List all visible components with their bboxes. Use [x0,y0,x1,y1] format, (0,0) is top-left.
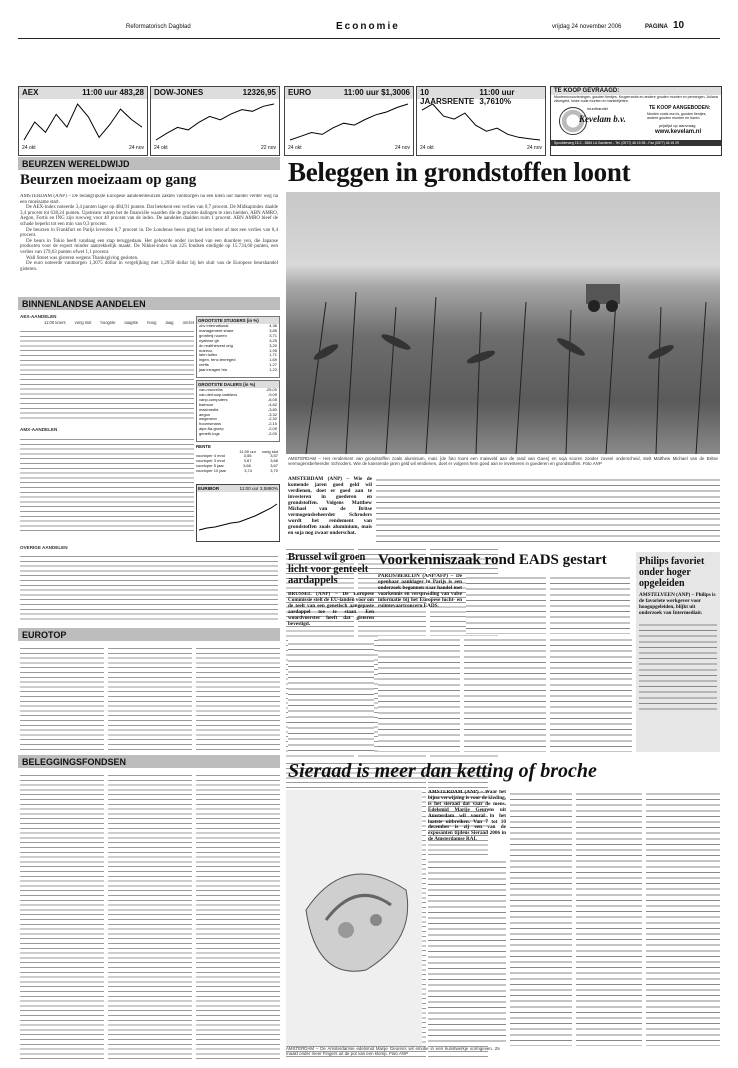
row-label: maximedia [199,406,219,412]
page-label: PAGINA [645,24,668,30]
x-start: 24 okt [420,145,434,151]
ad-address: Spoolderweg 15-2 - 3886 LA Garderen - Tel. (0577) 46 15 55 - Fax (0577) 46 15 29 [551,140,721,146]
beurzen-p3: De beurzen in Frankfurt en Parijs leverden 0,7 procent in. De Londense beurs ging het iets beter af met een verlies van 0,4 procent. [20,227,278,239]
row-label: management share [199,327,234,333]
euribor-plot [197,492,279,536]
sieraad-body-2 [510,790,572,1046]
rente-box [196,444,278,480]
sieraad-caption [286,1046,500,1062]
row-label: nutreco [199,347,213,353]
page-date: vrijdag 24 november 2006 [552,24,622,30]
stijgers-box [196,316,280,378]
row-value: -9,09 [267,391,277,397]
row-value: 3,74 [244,467,253,473]
eurotop-table [20,645,280,750]
chart-value: 11:00 uur 3,7610% [479,88,515,106]
chart-title: AEX [22,88,39,97]
overige-table-body [20,553,278,623]
sieraad-body-3 [576,790,642,1046]
rente-title: RENTE [196,444,211,449]
philips-body [639,621,717,711]
grondstoffen-lead: AMSTERDAM (ANP) – Wie de komende jaren goed geld wil verdienen, doet er goed aan te investeren in goederen en grondstoffen. Volgens Matthew Michael van de Britse vermogensbeheerder Schroders wordt het rendement van grondstoffen zoals aluminium, mais en soja nog zwaar onderschat. [288,476,372,536]
beurzen-p2: De AEX-index noteerde 3,4 punten lager op 484,91 punten. Dat betekent een verlies van 0,7 procent. De Midkapindex daalde 3,4 procent tot 638,24 punten. Upstream waren het de financiële waarden die de grootste dalingen te zien hielden, ABN AMRO, Aegon, Fortis en ING zijn ruwweg voor 40 procent van de index. De aandelen daalden ruim 1 procent. ABN AMRO bleef de schade beperkt tot een min van 0,3 procent. [20,205,278,227]
chart-dow [150,86,280,156]
sieraad-caption-text: AMSTERDAM – De Amsterdamse edelsmid Marije Geurens wil emotie in een kunstwerkje vormgeven. Ze maakt onder meer Fingers uit de pot van een klomp. [286,1046,500,1056]
euribor-value: 11:00 uur 3,5880% [239,486,278,491]
eads-headline: Voorkenniszaak rond EADS gestart [378,552,607,568]
caption-text: AMSTERDAM – Het rendement van grondstoffen zoals aluminium, mais (de foto toont een maisveld aan de rand van Goes) en soja scoren zonder zoveel onderscheid, stelt Matthew Michael van de Britse vermogensbeheerder Schroders. Wie de kansrende jaren geld wil verdienen, doet er volgens hem goed aan te investeren in goederen en grondstoffen. [288,456,718,466]
brussel-lead: BRUSSEL (ANP) – De Europese Commissie stelt de EU-landen voor om de teelt van een genetisch aangepaste aardappel toe te staan. Een woordvoerster heeft dat gisteren bevestigd. [288,592,374,627]
stijgers-title: GROOTSTE STIJGERS (in %) [197,317,279,324]
series-line [422,104,540,140]
x-start: 24 okt [154,145,168,151]
row-value: 3,66 [243,462,251,468]
row-value: -3,80 [267,406,277,412]
row-value: 1,95 [269,347,277,353]
row-value: 3,67 [243,457,252,463]
row-label: reefls [199,362,209,368]
row-value: 1,69 [269,357,277,363]
maisveld-photo [286,192,720,454]
series-line [156,104,274,140]
aex-table-body [20,328,194,420]
chart-value: 11:00 uur $1,3006 [343,88,410,97]
ad-offer-title: TE KOOP AANGEBODEN: [649,105,711,111]
x-end: 24 nov [128,145,144,151]
ad-price-note: prijslijst op aanvraag [659,123,696,128]
chart-plot [19,99,147,145]
row-label: aegon [199,411,211,417]
x-end: 24 nov [394,145,410,151]
company-name: Kevelam b.v. [579,114,626,124]
euribor-box [196,484,280,542]
row-value: -25,00 [265,387,277,392]
beurzen-p1: AMSTERDAM (ANP) – De belangrijkste Europese aandelenbeurzen zakten vanmorgen na een klein uur handel verder weg na een moeizame start. [20,194,278,205]
row-label: jaar.erragee hla [199,367,227,373]
row-label: van.derhoop.tadelecs [199,391,238,397]
page-number: 10 [673,20,685,31]
col-laag: laag [165,321,174,325]
eads-body-top [466,574,632,634]
row-value: -2,09 [267,426,277,432]
ad-wanted-title: TE KOOP GEVRAAGD: [551,87,721,95]
philips-box [636,552,720,752]
chart-value: 12326,95 [242,88,276,97]
beurzen-band: BEURZEN WERELDWIJD [18,157,280,170]
row-label: balmoor [199,401,214,407]
grondstoffen-caption [288,456,718,474]
aex-table-title: AEX-AANDELEN [20,315,57,319]
chart-title: 10 JAARSRENTE [420,88,475,106]
series-line [290,104,408,140]
row-value: 3,66 [270,457,278,463]
col-koers: 11:00 koers [44,321,66,325]
row-label: grontmij nooren [199,332,227,338]
brussel-headline: Brussel wil groen licht voor genteelt aardappels [288,552,369,586]
dalers-title: GROOTSTE DALERS (in %) [197,381,279,388]
row-label: geneth.ings [199,431,220,437]
chart-plot [151,99,279,145]
row-value: 3,71 [269,332,277,338]
beurzen-p6: De euro noteerde vanmorgen 1,3075 dollar in vergelijking met 1,2950 dollar bij het sluit van de Europese beurshandel gisteren. [20,261,278,272]
row-value: -3,32 [267,411,277,417]
row-value: 1,71 [269,352,277,358]
row-value: 3,67 [270,462,278,468]
chart-title: EURO [288,88,312,97]
brussel-body [288,640,374,752]
row-label: vanp.computers [199,396,228,402]
row-value: -2,32 [267,416,277,422]
overige-title: OVERIGE AANDELEN [20,546,68,550]
row-value: 1,27 [269,362,277,368]
broche-illustration [286,790,422,1046]
beurzen-headline: Beurzen moeizaam op gang [20,172,197,188]
kevelam-ad [550,86,722,156]
amx-table-title: AMX-AANDELEN [20,428,58,432]
ad-url[interactable]: www.kevelam.nl [655,129,702,135]
header-rule [18,38,720,39]
row-value: -6,05 [267,396,277,402]
col-omzet: omzet [182,321,194,325]
chart-value: 11:00 uur 483,28 [82,88,144,97]
row-value: 1,22 [269,367,277,373]
row-label: wegenexx [199,416,218,422]
chart-aex [18,86,148,156]
col-vorig: vorig slot [74,321,92,325]
beleggingsfondsen-band: BELEGGINGSFONDSEN [18,755,280,768]
amx-table-body [20,436,194,534]
maisveld-illustration [286,192,720,454]
fondsen-table [20,772,280,1060]
sieraad-lead: AMSTERDAM (ANP) – Waar het bijna verwijzing is voor de kleding, is het sieraad dat vaar de mens. Edelsmid Marije Geurens uit Amsterdam wil vooral in het laatste uitbreiken. Van 7 tot 10 december is zij een van de exposanten tijdens Sieraad 2006 in de Amsterdamse RAI. [428,790,506,843]
row-label: van.mucrelhs [199,387,223,392]
stijgers-rows [197,324,279,373]
chart-euro [284,86,414,156]
dalers-box [196,380,280,442]
company-sub: munthandel [587,106,608,111]
table-row [199,368,277,373]
row-label: voorloper 5 jaar [196,462,224,468]
aex-table-head [44,321,194,326]
dalers-rows [197,388,279,437]
caption-credit: Foto ANP [582,461,602,466]
eurotop-band: EUROTOP [18,628,280,641]
beurzen-p4: De beurs in Tokio heeft vandaag een stap teruggedaan. Het gehoorde onder invloed van een duurdere yen, die Japanse producten voor de export minder aantrekkelijk maakt. De Nikkei-index van 225 fondsen eindigde op 15.734,60 punten, een verlies van 179,63 punten ofwel 1,1 procent. [20,238,278,255]
sieraad-caption-credit: Foto ANP [389,1051,408,1056]
euribor-title: EURIBOR [198,486,220,491]
table-row [196,469,278,474]
row-value: 3,57 [270,453,278,458]
row-value: 3,55 [243,453,252,458]
binnenlandse-band: BINNENLANDSE AANDELEN [18,297,280,310]
chart-title: DOW-JONES [154,88,204,97]
row-value: -2,15 [267,421,277,427]
philips-headline: Philips favoriet onder hoger opgeleiden [639,556,705,589]
row-label: ohv international [199,323,229,328]
rente-rows [196,454,278,474]
table-row [199,432,277,437]
section-title: Economie [336,21,400,32]
philips-lead: AMSTELVEEN (ANP) – Philips is de favoriete werkgever voor hoogopgeleiden, blijkt uit onderzoek van Intermediair. [639,592,716,616]
row-value: -4,82 [267,401,277,407]
sieraad-body-4 [646,790,720,1046]
row-label: voorloper 10 jaar [196,467,227,473]
row-label: voorloper 4 mnd [196,453,225,458]
x-start: 24 okt [22,145,36,151]
x-end: 22 nov [260,145,276,151]
row-value: 3,85 [269,327,277,333]
row-value: 3,25 [269,337,277,343]
grondstoffen-headline: Beleggen in grondstoffen loont [288,157,631,187]
paper-name: Reformatorisch Dagblad [126,24,191,30]
row-label: voorloper 3 mnd [196,457,225,463]
col-hoogste: hoogste [100,321,116,325]
row-value: 4,36 [269,323,277,328]
broche-photo [286,790,422,1046]
ad-offer-text: Munten zoals euro's, gouden tientjes, andere gouden munten en baren. [647,112,707,121]
x-start: 24 okt [288,145,302,151]
row-label: hoornsmans [199,421,222,427]
sieraad-headline: Sieraad is meer dan ketting of broche [288,760,597,782]
row-label: ingen. tenc.tenreged [199,357,236,363]
rente-col1: 11:00 uur [239,449,256,454]
row-label: dn realthinvest orig [199,342,233,348]
col-laagste: laagste [124,321,139,325]
page-header [0,22,738,38]
rente-col2: vorig slot [261,449,278,454]
grondstoffen-body [376,476,720,544]
eads-lead: PARIJS/BERLIJN (ANP/AFP) – De openbaar aanklager in Parijs is een onderzoek begonnen naar handel met voorkennis en verspreiding van valse informatie bij het Europese lucht- en ruimtevaartconcern EADS. [378,574,462,609]
x-end: 24 nov [526,145,542,151]
row-label: alpe-fla-groep [199,426,224,432]
euribor-line [199,504,277,530]
ad-wanted-text: Munteenvoorzieningen, gouden tientjes, Krugerrands en andere gouden munten en penningen, Juliana zilvergeld, losse oude munten en bankbiljetten. [554,95,718,104]
beurzen-p5: Wall Street was gisteren wegens Thanksgiving gesloten. [26,255,139,261]
row-value: -2,00 [267,431,277,437]
row-label: lahn tulleo [199,352,218,358]
chart-rente [416,86,546,156]
row-value: 3,20 [269,342,277,348]
row-value: 3,70 [270,467,278,473]
beurzen-body [20,194,278,280]
sieraad-body-1 [428,858,506,1044]
series-line [24,104,142,140]
row-label: nyabroe gh [199,337,220,343]
eads-body [378,636,632,752]
chart-plot [285,99,413,145]
col-hoog: hoog [147,321,157,325]
